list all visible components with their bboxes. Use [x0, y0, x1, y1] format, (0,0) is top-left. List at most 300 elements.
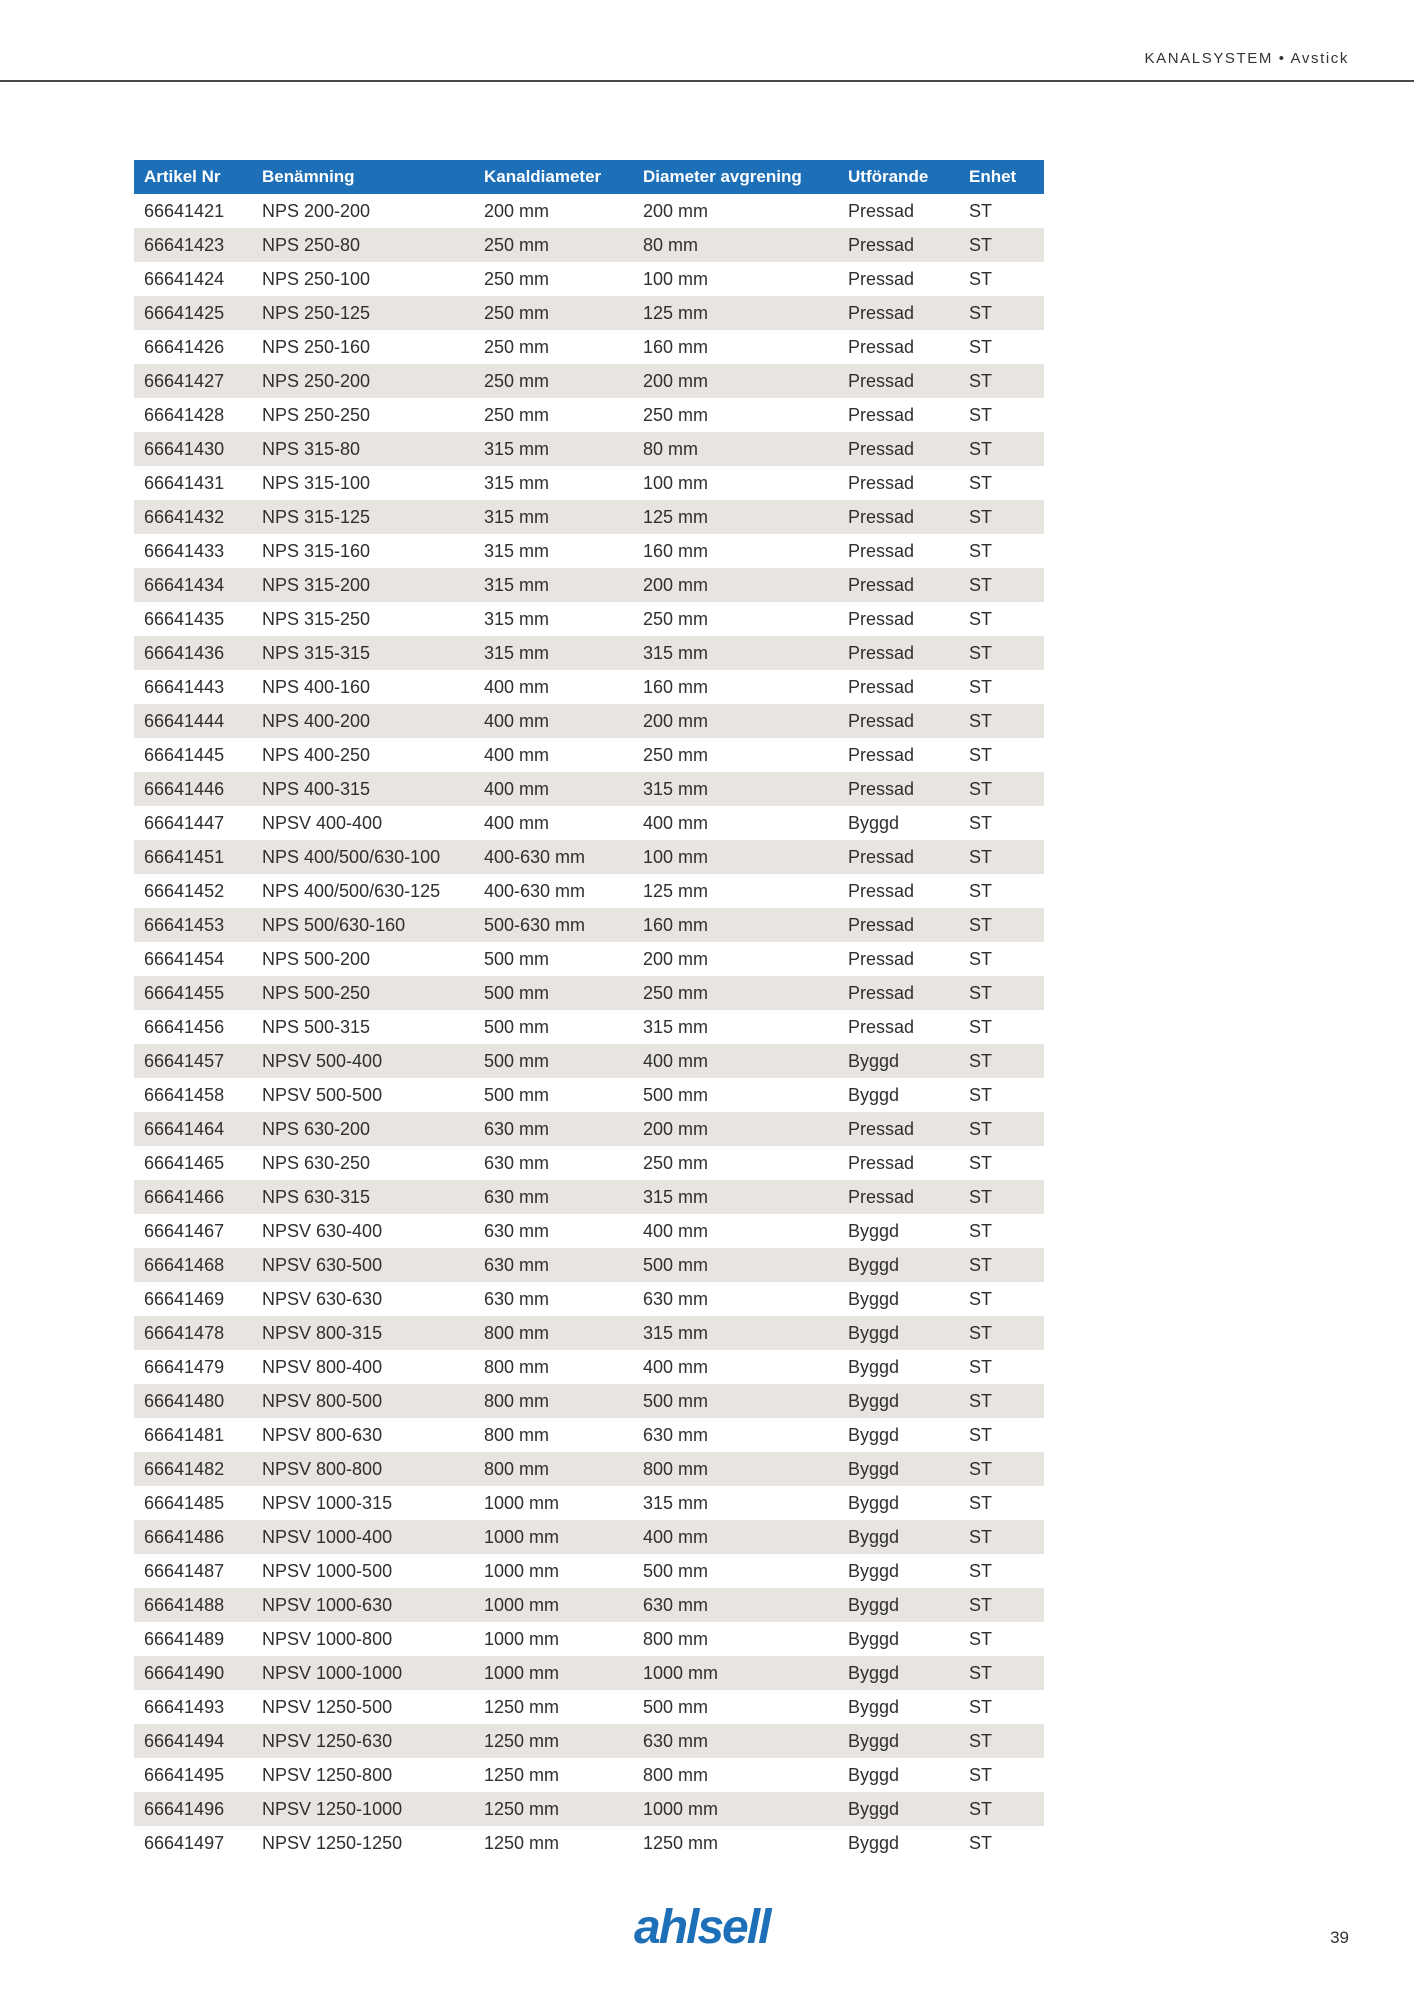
article-number-cell: 66641427: [134, 364, 252, 398]
design-cell: Pressad: [838, 908, 959, 942]
unit-cell: ST: [969, 472, 993, 493]
design-cell: Pressad: [848, 948, 915, 969]
designation-cell: NPS 630-315: [252, 1180, 474, 1214]
table-row: [134, 942, 1044, 976]
designation-cell: NPS 250-160: [262, 336, 371, 357]
branch-diameter-cell: 200 mm: [643, 200, 709, 221]
unit-cell: ST: [959, 636, 1044, 670]
duct-diameter-cell: 1000 mm: [474, 1656, 633, 1690]
duct-diameter-cell: 200 mm: [484, 200, 550, 221]
design-cell: Pressad: [838, 976, 959, 1010]
table-row: [134, 364, 1044, 398]
article-number-cell: 66641488: [134, 1588, 252, 1622]
article-number-cell: 66641485: [144, 1492, 225, 1513]
branch-diameter-cell: 200 mm: [633, 1112, 838, 1146]
designation-cell: NPS 400/500/630-125: [262, 880, 441, 901]
unit-cell: ST: [969, 1492, 993, 1513]
branch-diameter-cell: 630 mm: [633, 1588, 838, 1622]
designation-cell: NPS 315-100: [262, 472, 371, 493]
duct-diameter-cell: 1000 mm: [474, 1520, 633, 1554]
table-row: [134, 704, 1044, 738]
branch-diameter-cell: 630 mm: [643, 1288, 709, 1309]
column-header: Artikel Nr: [134, 160, 252, 194]
column-header: Diameter avgrening: [633, 160, 838, 194]
unit-cell: ST: [969, 1424, 993, 1445]
column-header: Utförande: [838, 160, 959, 194]
table-row: [134, 1826, 1044, 1860]
design-cell: Byggd: [838, 1588, 959, 1622]
design-cell: Pressad: [838, 772, 959, 806]
design-cell: Pressad: [838, 704, 959, 738]
table-row: [134, 296, 1044, 330]
table-row: [134, 1418, 1044, 1452]
branch-diameter-cell: 315 mm: [633, 772, 838, 806]
unit-cell: ST: [969, 200, 993, 221]
unit-cell: ST: [959, 1724, 1044, 1758]
unit-cell: ST: [959, 296, 1044, 330]
unit-cell: ST: [969, 336, 993, 357]
table-row: [134, 1520, 1044, 1554]
duct-diameter-cell: 315 mm: [484, 472, 550, 493]
unit-cell: ST: [959, 228, 1044, 262]
branch-diameter-cell: 630 mm: [643, 1424, 709, 1445]
article-number-cell: 66641434: [134, 568, 252, 602]
design-cell: Byggd: [848, 1560, 900, 1581]
designation-cell: NPSV 1250-1000: [252, 1792, 474, 1826]
designation-cell: NPSV 1000-315: [262, 1492, 393, 1513]
article-number-cell: 66641456: [144, 1016, 225, 1037]
unit-cell: ST: [969, 404, 993, 425]
designation-cell: NPS 500-315: [262, 1016, 371, 1037]
branch-diameter-cell: 80 mm: [633, 228, 838, 262]
duct-diameter-cell: 400 mm: [484, 676, 550, 697]
design-cell: Byggd: [848, 1628, 900, 1649]
table-row: [134, 1792, 1044, 1826]
article-number-cell: 66641466: [134, 1180, 252, 1214]
design-cell: Pressad: [838, 1180, 959, 1214]
article-number-cell: 66641486: [134, 1520, 252, 1554]
designation-cell: NPS 315-80: [252, 432, 474, 466]
designation-cell: NPS 500-250: [252, 976, 474, 1010]
designation-cell: NPSV 500-400: [252, 1044, 474, 1078]
designation-cell: NPS 400/500/630-100: [252, 840, 474, 874]
article-number-cell: 66641493: [144, 1696, 225, 1717]
branch-diameter-cell: 200 mm: [633, 568, 838, 602]
unit-cell: ST: [959, 568, 1044, 602]
article-number-cell: 66641452: [144, 880, 225, 901]
duct-diameter-cell: 800 mm: [484, 1424, 550, 1445]
design-cell: Byggd: [848, 1832, 900, 1853]
designation-cell: NPS 630-200: [252, 1112, 474, 1146]
unit-cell: ST: [959, 908, 1044, 942]
unit-cell: ST: [969, 676, 993, 697]
table-row: [134, 1010, 1044, 1044]
article-number-cell: 66641430: [134, 432, 252, 466]
designation-cell: NPSV 800-630: [262, 1424, 383, 1445]
designation-cell: NPSV 1000-800: [262, 1628, 393, 1649]
article-number-cell: 66641426: [144, 336, 225, 357]
branch-diameter-cell: 250 mm: [643, 608, 709, 629]
design-cell: Pressad: [838, 228, 959, 262]
branch-diameter-cell: 400 mm: [633, 1520, 838, 1554]
designation-cell: NPS 500-200: [262, 948, 371, 969]
article-number-cell: 66641479: [144, 1356, 225, 1377]
unit-cell: ST: [969, 1220, 993, 1241]
article-number-cell: 66641447: [144, 812, 225, 833]
duct-diameter-cell: 315 mm: [474, 500, 633, 534]
design-cell: Byggd: [838, 1520, 959, 1554]
table-row: [134, 432, 1044, 466]
branch-diameter-cell: 315 mm: [633, 636, 838, 670]
duct-diameter-cell: 500 mm: [484, 948, 550, 969]
design-cell: Byggd: [848, 1288, 900, 1309]
unit-cell: ST: [959, 1044, 1044, 1078]
duct-diameter-cell: 630 mm: [484, 1288, 550, 1309]
table-row: [134, 1350, 1044, 1384]
unit-cell: ST: [969, 1356, 993, 1377]
duct-diameter-cell: 800 mm: [484, 1356, 550, 1377]
duct-diameter-cell: 500 mm: [474, 976, 633, 1010]
design-cell: Byggd: [848, 1356, 900, 1377]
table-row: [134, 1214, 1044, 1248]
table-row: [134, 840, 1044, 874]
unit-cell: ST: [969, 268, 993, 289]
design-cell: Pressad: [838, 568, 959, 602]
table-row: [134, 1044, 1044, 1078]
unit-cell: ST: [969, 880, 993, 901]
table-row: [134, 636, 1044, 670]
duct-diameter-cell: 1250 mm: [474, 1792, 633, 1826]
unit-cell: ST: [959, 704, 1044, 738]
duct-diameter-cell: 400-630 mm: [474, 840, 633, 874]
branch-diameter-cell: 100 mm: [633, 840, 838, 874]
table-row: [134, 1316, 1044, 1350]
article-number-cell: 66641453: [134, 908, 252, 942]
designation-cell: NPS 200-200: [262, 200, 371, 221]
design-cell: Byggd: [838, 1656, 959, 1690]
article-number-cell: 66641431: [144, 472, 225, 493]
design-cell: Pressad: [838, 500, 959, 534]
duct-diameter-cell: 630 mm: [474, 1180, 633, 1214]
table-row: [134, 228, 1044, 262]
table-row: [134, 976, 1044, 1010]
unit-cell: ST: [959, 976, 1044, 1010]
design-cell: Byggd: [838, 1316, 959, 1350]
branch-diameter-cell: 160 mm: [643, 540, 709, 561]
article-number-cell: 66641435: [144, 608, 225, 629]
branch-diameter-cell: 250 mm: [643, 404, 709, 425]
table-row: [134, 1690, 1044, 1724]
unit-cell: ST: [959, 1384, 1044, 1418]
branch-diameter-cell: 250 mm: [643, 744, 709, 765]
design-cell: Pressad: [848, 744, 915, 765]
table-row: [134, 1282, 1044, 1316]
table-row: [134, 466, 1044, 500]
duct-diameter-cell: 630 mm: [474, 1112, 633, 1146]
design-cell: Byggd: [838, 1724, 959, 1758]
unit-cell: ST: [959, 500, 1044, 534]
designation-cell: NPSV 800-315: [252, 1316, 474, 1350]
table-row: [134, 1622, 1044, 1656]
table-row: [134, 806, 1044, 840]
table-body: [134, 194, 1044, 1860]
table-row: [134, 1384, 1044, 1418]
table-row: [134, 602, 1044, 636]
duct-diameter-cell: 315 mm: [484, 540, 550, 561]
design-cell: Pressad: [848, 472, 915, 493]
duct-diameter-cell: 250 mm: [484, 404, 550, 425]
designation-cell: NPSV 630-400: [262, 1220, 383, 1241]
article-number-cell: 66641496: [134, 1792, 252, 1826]
table-row: [134, 534, 1044, 568]
designation-cell: NPS 315-250: [262, 608, 371, 629]
duct-diameter-cell: 315 mm: [474, 568, 633, 602]
branch-diameter-cell: 800 mm: [633, 1452, 838, 1486]
product-table: [134, 160, 1044, 1860]
article-number-cell: 66641469: [144, 1288, 225, 1309]
designation-cell: NPSV 1250-1250: [262, 1832, 403, 1853]
branch-diameter-cell: 80 mm: [633, 432, 838, 466]
article-number-cell: 66641455: [134, 976, 252, 1010]
duct-diameter-cell: 400 mm: [484, 812, 550, 833]
duct-diameter-cell: 250 mm: [474, 228, 633, 262]
duct-diameter-cell: 315 mm: [474, 432, 633, 466]
designation-cell: NPS 400-315: [252, 772, 474, 806]
article-number-cell: 66641481: [144, 1424, 225, 1445]
duct-diameter-cell: 315 mm: [484, 608, 550, 629]
designation-cell: NPSV 800-500: [252, 1384, 474, 1418]
designation-cell: NPS 250-125: [252, 296, 474, 330]
table-row: [134, 1112, 1044, 1146]
unit-cell: ST: [969, 744, 993, 765]
duct-diameter-cell: 400-630 mm: [484, 880, 586, 901]
design-cell: Pressad: [848, 268, 915, 289]
design-cell: Byggd: [838, 1248, 959, 1282]
table-row: [134, 1758, 1044, 1792]
unit-cell: ST: [969, 1084, 993, 1105]
table-row: [134, 330, 1044, 364]
table-row: [134, 874, 1044, 908]
unit-cell: ST: [959, 364, 1044, 398]
branch-diameter-cell: 315 mm: [633, 1180, 838, 1214]
design-cell: Pressad: [848, 1016, 915, 1037]
branch-diameter-cell: 125 mm: [643, 880, 709, 901]
article-number-cell: 66641444: [134, 704, 252, 738]
designation-cell: NPSV 1000-630: [252, 1588, 474, 1622]
duct-diameter-cell: 630 mm: [484, 1220, 550, 1241]
ahlsell-logo: ahlsell: [634, 1901, 770, 1954]
page-number: 39: [1330, 1928, 1349, 1947]
article-number-cell: 66641480: [134, 1384, 252, 1418]
duct-diameter-cell: 400 mm: [474, 704, 633, 738]
article-number-cell: 66641454: [144, 948, 225, 969]
article-number-cell: 66641482: [134, 1452, 252, 1486]
article-number-cell: 66641425: [134, 296, 252, 330]
duct-diameter-cell: 1250 mm: [474, 1724, 633, 1758]
article-number-cell: 66641490: [134, 1656, 252, 1690]
table-header-row: [134, 160, 1044, 194]
article-number-cell: 66641432: [134, 500, 252, 534]
design-cell: Byggd: [838, 1384, 959, 1418]
designation-cell: NPS 315-160: [262, 540, 371, 561]
design-cell: Pressad: [848, 200, 915, 221]
branch-diameter-cell: 125 mm: [633, 296, 838, 330]
designation-cell: NPS 630-250: [262, 1152, 371, 1173]
unit-cell: ST: [959, 1248, 1044, 1282]
table-row: [134, 1554, 1044, 1588]
designation-cell: NPS 250-80: [252, 228, 474, 262]
column-header: Benämning: [252, 160, 474, 194]
article-number-cell: 66641458: [144, 1084, 225, 1105]
table-row: [134, 670, 1044, 704]
designation-cell: NPS 500/630-160: [252, 908, 474, 942]
unit-cell: ST: [969, 812, 993, 833]
branch-diameter-cell: 500 mm: [643, 1696, 709, 1717]
designation-cell: NPSV 1250-630: [252, 1724, 474, 1758]
branch-diameter-cell: 800 mm: [643, 1628, 709, 1649]
branch-diameter-cell: 200 mm: [633, 364, 838, 398]
duct-diameter-cell: 250 mm: [484, 336, 550, 357]
duct-diameter-cell: 400 mm: [484, 744, 550, 765]
branch-diameter-cell: 1250 mm: [643, 1832, 719, 1853]
branch-diameter-cell: 100 mm: [643, 472, 709, 493]
duct-diameter-cell: 1000 mm: [484, 1628, 560, 1649]
table-row: [134, 738, 1044, 772]
design-cell: Byggd: [838, 1044, 959, 1078]
design-cell: Byggd: [838, 1452, 959, 1486]
table-row: [134, 1078, 1044, 1112]
duct-diameter-cell: 500 mm: [484, 1016, 550, 1037]
design-cell: Pressad: [848, 1152, 915, 1173]
branch-diameter-cell: 315 mm: [643, 1492, 709, 1513]
branch-diameter-cell: 1000 mm: [633, 1792, 838, 1826]
design-cell: Pressad: [848, 336, 915, 357]
design-cell: Byggd: [848, 1492, 900, 1513]
designation-cell: NPS 315-200: [252, 568, 474, 602]
design-cell: Pressad: [838, 636, 959, 670]
designation-cell: NPSV 630-630: [262, 1288, 383, 1309]
duct-diameter-cell: 500 mm: [474, 1044, 633, 1078]
duct-diameter-cell: 250 mm: [474, 296, 633, 330]
article-number-cell: 66641457: [134, 1044, 252, 1078]
branch-diameter-cell: 500 mm: [643, 1084, 709, 1105]
unit-cell: ST: [959, 1656, 1044, 1690]
branch-diameter-cell: 160 mm: [643, 676, 709, 697]
table-row: [134, 568, 1044, 602]
branch-diameter-cell: 400 mm: [643, 1220, 709, 1241]
designation-cell: NPSV 1000-1000: [252, 1656, 474, 1690]
duct-diameter-cell: 500-630 mm: [474, 908, 633, 942]
designation-cell: NPSV 500-500: [262, 1084, 383, 1105]
article-number-cell: 66641428: [144, 404, 225, 425]
duct-diameter-cell: 400 mm: [474, 772, 633, 806]
design-cell: Pressad: [848, 404, 915, 425]
duct-diameter-cell: 800 mm: [474, 1316, 633, 1350]
table-row: [134, 262, 1044, 296]
duct-diameter-cell: 800 mm: [474, 1452, 633, 1486]
designation-cell: NPS 315-125: [252, 500, 474, 534]
article-number-cell: 66641423: [134, 228, 252, 262]
branch-diameter-cell: 630 mm: [633, 1724, 838, 1758]
header-divider: [0, 80, 1414, 82]
article-number-cell: 66641421: [144, 200, 225, 221]
duct-diameter-cell: 315 mm: [474, 636, 633, 670]
designation-cell: NPS 400-200: [252, 704, 474, 738]
design-cell: Pressad: [838, 296, 959, 330]
column-header: Enhet: [959, 160, 1044, 194]
article-number-cell: 66641443: [144, 676, 225, 697]
design-cell: Byggd: [838, 1792, 959, 1826]
table-row: [134, 1588, 1044, 1622]
table-row: [134, 908, 1044, 942]
branch-diameter-cell: 315 mm: [643, 1016, 709, 1037]
unit-cell: ST: [969, 1288, 993, 1309]
unit-cell: ST: [969, 948, 993, 969]
unit-cell: ST: [969, 1016, 993, 1037]
branch-diameter-cell: 400 mm: [633, 1044, 838, 1078]
design-cell: Byggd: [848, 1424, 900, 1445]
table-row: [134, 500, 1044, 534]
design-cell: Byggd: [848, 1696, 900, 1717]
page-header-title: KANALSYSTEM • Avstick: [1144, 50, 1349, 67]
branch-diameter-cell: 125 mm: [633, 500, 838, 534]
article-number-cell: 66641478: [134, 1316, 252, 1350]
unit-cell: ST: [959, 1792, 1044, 1826]
design-cell: Byggd: [848, 1220, 900, 1241]
branch-diameter-cell: 250 mm: [633, 976, 838, 1010]
designation-cell: NPSV 1250-800: [262, 1764, 393, 1785]
design-cell: Pressad: [848, 676, 915, 697]
designation-cell: NPSV 800-400: [262, 1356, 383, 1377]
branch-diameter-cell: 400 mm: [643, 812, 709, 833]
designation-cell: NPS 250-250: [262, 404, 371, 425]
branch-diameter-cell: 315 mm: [633, 1316, 838, 1350]
table-row: [134, 772, 1044, 806]
unit-cell: ST: [959, 432, 1044, 466]
design-cell: Byggd: [848, 812, 900, 833]
unit-cell: ST: [969, 1764, 993, 1785]
unit-cell: ST: [959, 1316, 1044, 1350]
designation-cell: NPSV 1000-400: [252, 1520, 474, 1554]
design-cell: Pressad: [838, 364, 959, 398]
article-number-cell: 66641495: [144, 1764, 225, 1785]
duct-diameter-cell: 800 mm: [474, 1384, 633, 1418]
branch-diameter-cell: 200 mm: [633, 704, 838, 738]
unit-cell: ST: [959, 1520, 1044, 1554]
designation-cell: NPS 250-200: [252, 364, 474, 398]
article-number-cell: 66641487: [144, 1560, 225, 1581]
duct-diameter-cell: 250 mm: [484, 268, 550, 289]
designation-cell: NPS 400-160: [262, 676, 371, 697]
designation-cell: NPSV 800-800: [252, 1452, 474, 1486]
article-number-cell: 66641436: [134, 636, 252, 670]
unit-cell: ST: [969, 1560, 993, 1581]
duct-diameter-cell: 630 mm: [484, 1152, 550, 1173]
designation-cell: NPS 250-100: [262, 268, 371, 289]
duct-diameter-cell: 1000 mm: [474, 1588, 633, 1622]
article-number-cell: 66641468: [134, 1248, 252, 1282]
article-number-cell: 66641451: [134, 840, 252, 874]
article-number-cell: 66641494: [134, 1724, 252, 1758]
unit-cell: ST: [959, 840, 1044, 874]
design-cell: Byggd: [848, 1084, 900, 1105]
unit-cell: ST: [969, 1628, 993, 1649]
design-cell: Pressad: [838, 1112, 959, 1146]
design-cell: Pressad: [848, 540, 915, 561]
branch-diameter-cell: 500 mm: [643, 1560, 709, 1581]
article-number-cell: 66641424: [144, 268, 225, 289]
table-row: [134, 1486, 1044, 1520]
